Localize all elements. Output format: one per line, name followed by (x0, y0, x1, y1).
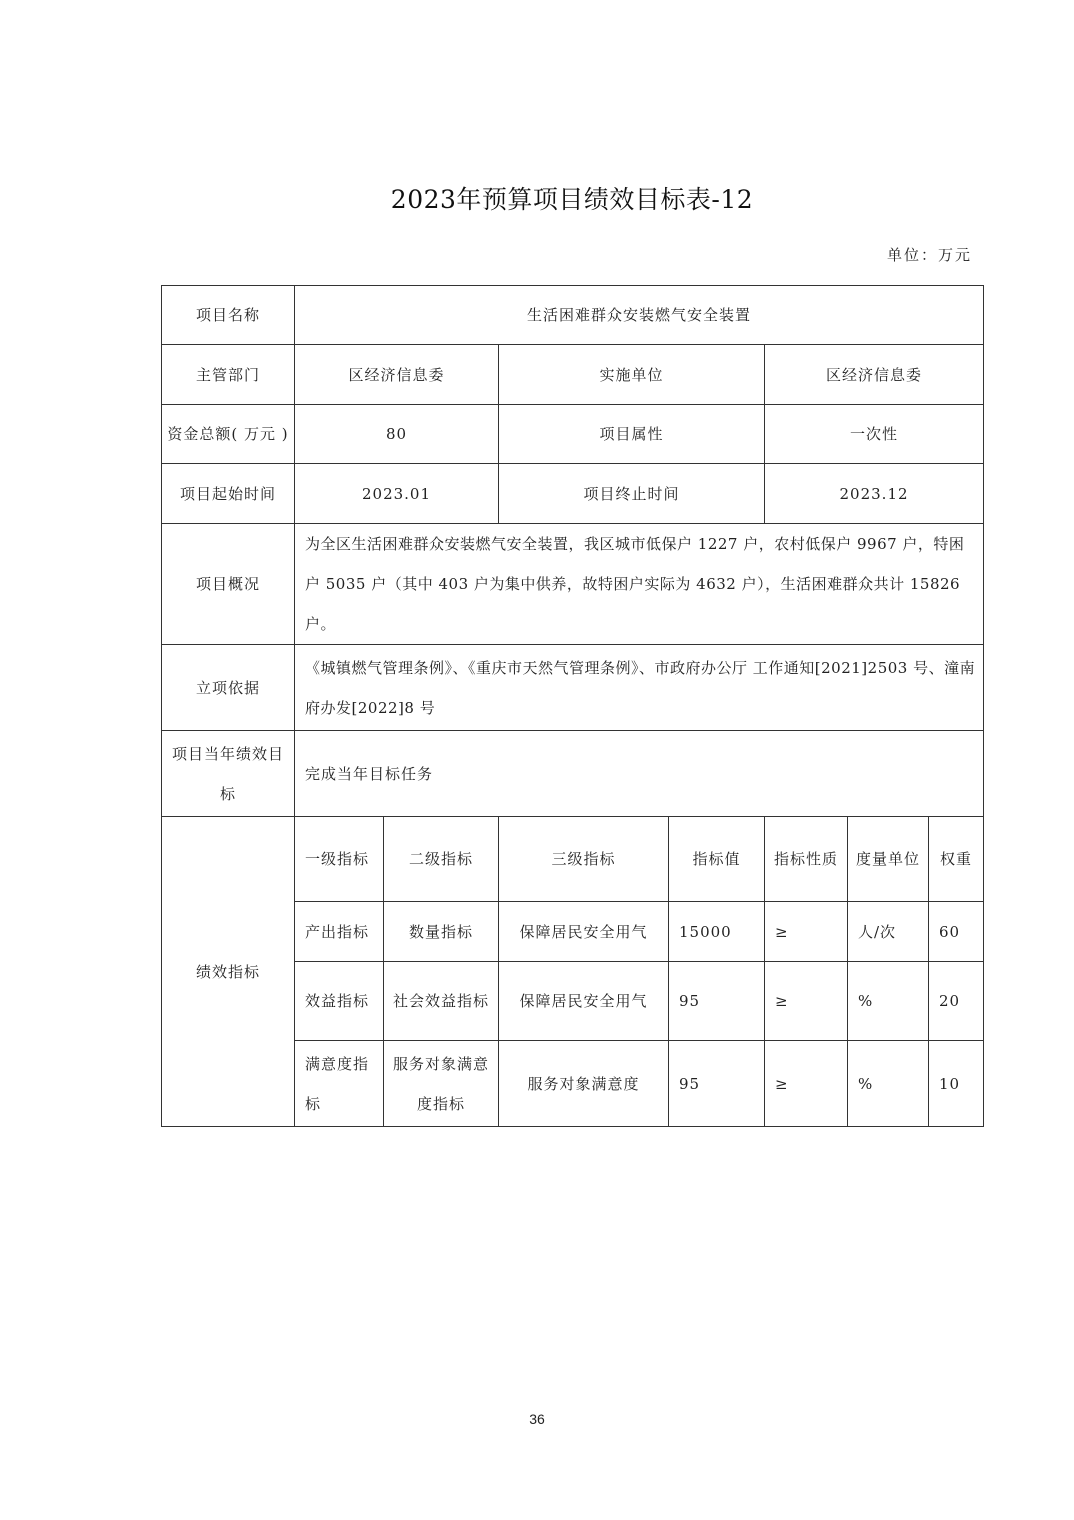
row-department (162, 345, 984, 405)
end-label: 项目终止时间 (499, 464, 765, 524)
indicator-header-row (162, 817, 984, 902)
level1-cell: 效益指标 (295, 962, 384, 1041)
unit-cell: % (848, 1041, 929, 1127)
project-name-label: 项目名称 (162, 286, 295, 345)
fund-value: 80 (295, 405, 499, 464)
header-nature: 指标性质 (765, 817, 848, 902)
nature-cell: ≥ (765, 962, 848, 1041)
basis-label: 立项依据 (162, 645, 295, 731)
nature-cell: ≥ (765, 1041, 848, 1127)
level1-cell: 产出指标 (295, 902, 384, 962)
value-cell: 95 (669, 1041, 765, 1127)
weight-cell: 60 (929, 902, 984, 962)
unit-cell: 人/次 (848, 902, 929, 962)
level2-cell: 服务对象满意度指标 (384, 1041, 499, 1127)
start-label: 项目起始时间 (162, 464, 295, 524)
header-weight: 权重 (929, 817, 984, 902)
row-overview (162, 524, 984, 645)
header-level3: 三级指标 (499, 817, 669, 902)
unit-label: 单位：万元 (886, 246, 972, 264)
row-fund (162, 405, 984, 464)
fund-label: 资金总额( 万元 ) (162, 405, 295, 464)
page-number: 36 (529, 1411, 545, 1427)
level3-cell: 保障居民安全用气 (499, 962, 669, 1041)
start-value: 2023.01 (295, 464, 499, 524)
row-goal (162, 731, 984, 817)
header-value: 指标值 (669, 817, 765, 902)
dept-value: 区经济信息委 (295, 345, 499, 405)
overview-label: 项目概况 (162, 524, 295, 645)
header-level2: 二级指标 (384, 817, 499, 902)
attr-value: 一次性 (765, 405, 984, 464)
row-basis (162, 645, 984, 731)
level3-cell: 保障居民安全用气 (499, 902, 669, 962)
impl-label: 实施单位 (499, 345, 765, 405)
row-time (162, 464, 984, 524)
level3-cell: 服务对象满意度 (499, 1041, 669, 1127)
dept-label: 主管部门 (162, 345, 295, 405)
overview-value: 为全区生活困难群众安装燃气安全装置，我区城市低保户 1227 户，农村低保户 9967 户，特困户 5035 户（其中 403 户为集中供养，故特困户实际为 4632 户），生活困难群众共计 15826 户。 (295, 524, 984, 645)
value-cell: 95 (669, 962, 765, 1041)
end-value: 2023.12 (765, 464, 984, 524)
goal-label: 项目当年绩效目标 (162, 731, 295, 817)
attr-label: 项目属性 (499, 405, 765, 464)
level2-cell: 数量指标 (384, 902, 499, 962)
impl-value: 区经济信息委 (765, 345, 984, 405)
basis-value: 《城镇燃气管理条例》、《重庆市天然气管理条例》、市政府办公厅 工作通知[2021]2503 号、潼南府办发[2022]8 号 (295, 645, 984, 731)
level1-cell: 满意度指标 (295, 1041, 384, 1127)
header-unit: 度量单位 (848, 817, 929, 902)
row-project-name (162, 286, 984, 345)
nature-cell: ≥ (765, 902, 848, 962)
value-cell: 15000 (669, 902, 765, 962)
page-title: 2023年预算项目绩效目标表-12 (390, 185, 754, 214)
indicators-label: 绩效指标 (162, 817, 295, 1127)
weight-cell: 20 (929, 962, 984, 1041)
goal-value: 完成当年目标任务 (295, 731, 984, 817)
unit-cell: % (848, 962, 929, 1041)
performance-target-table (161, 285, 984, 1127)
header-level1: 一级指标 (295, 817, 384, 902)
project-name-value: 生活困难群众安装燃气安全装置 (295, 286, 984, 345)
weight-cell: 10 (929, 1041, 984, 1127)
level2-cell: 社会效益指标 (384, 962, 499, 1041)
